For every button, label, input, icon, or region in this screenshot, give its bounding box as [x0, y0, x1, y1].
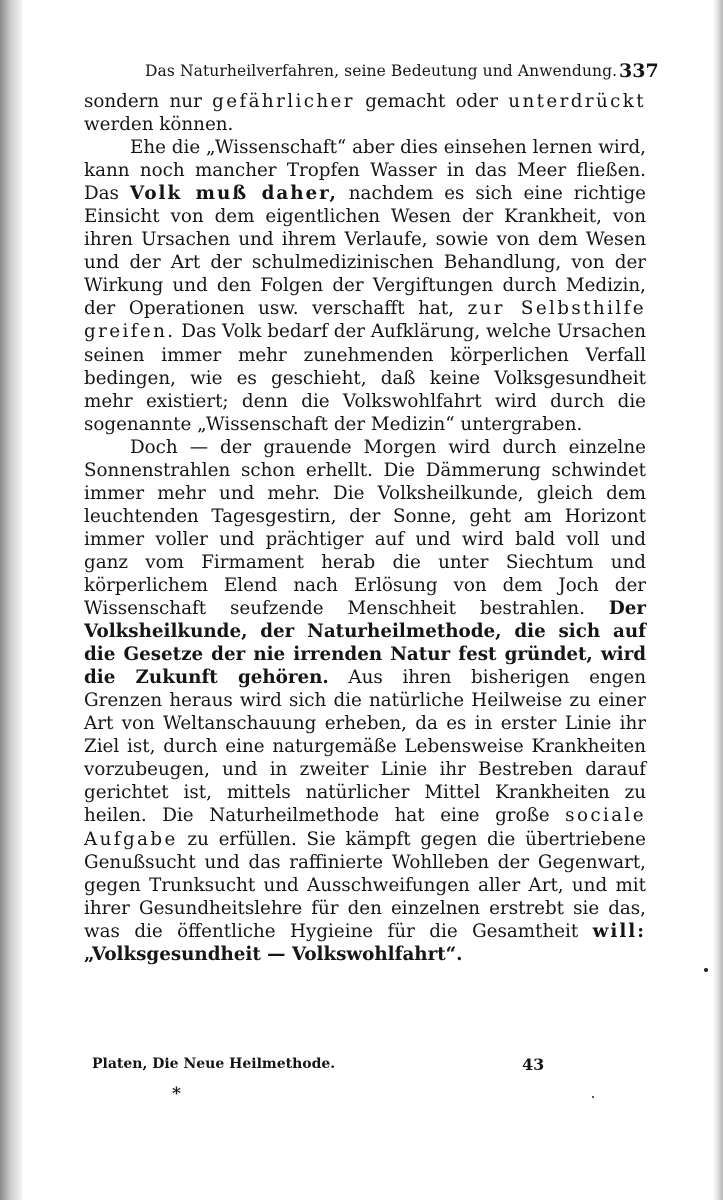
footer-signature: Platen, Die Neue Heilmethode. [92, 1056, 336, 1072]
paragraph-3 [84, 436, 646, 966]
running-header: Das Naturheilverfahren, seine Bedeutung und Anwendung. [145, 62, 618, 80]
text-segment: gemacht oder [354, 91, 509, 112]
emphasis-spaced: zur Selbsthilfe greifen. [84, 298, 646, 343]
footer-sheet-number: 43 [522, 1055, 545, 1074]
page-number: 337 [619, 60, 659, 82]
text-segment: zu erfüllen. Sie kämpft gegen die übertriebene Genußsucht und das raffinierte Wohlleben der Gegenwart, gegen Trunksucht und Ausschweifungen aller Art, und mit ihrer Gesundheitslehre für den einzelnen erstrebt sie das, was die öffentliche Hygieine für die Gesamtheit [84, 828, 646, 942]
emphasis-bold: „Volksgesundheit — Volkswohlfahrt“. [84, 943, 463, 965]
text-segment: Ehe die „Wissenschaft“ aber dies einsehen lernen wird, kann noch mancher Tropfen Wasser in das Meer fließen. Das [84, 137, 646, 205]
text-segment: nachdem es sich eine richtige Einsicht von dem eigentlichen Wesen der Krankheit, von ihren Ursachen und ihrem Verlaufe, sowie von dem Wesen und der Art der schulmedizinischen Behandlung, von der Wirkung und den Folgen der Vergiftungen durch Medizin, der Operationen usw. verschafft hat, [84, 183, 646, 320]
scan-speck [704, 968, 708, 972]
emphasis-spaced: gefährlicher [212, 91, 355, 112]
body-text [84, 90, 646, 966]
emphasis-spaced-bold: will: [592, 920, 646, 942]
text-segment: Aus ihren bisherigen engen Grenzen heraus wird sich die natürliche Heilweise zu einer Art von Weltanschauung erheben, da es in erster Linie ihr Ziel ist, durch eine naturgemäße Lebensweise Krankheiten vorzubeugen, und in zweiter Linie ihr Bestreben darauf gerichtet ist, mittels natürlicher Mittel Krankheiten zu heilen. Die Naturheilmethode hat eine große [84, 667, 646, 827]
emphasis-spaced: unterdrückt [508, 91, 646, 112]
paragraph-1 [84, 90, 646, 136]
emphasis-spaced: sociale Aufgabe [84, 805, 646, 850]
paragraph-2 [84, 136, 646, 436]
scan-shadow-left [0, 0, 22, 1200]
scan-shadow-right [713, 0, 723, 1200]
scan-speck [592, 1096, 594, 1098]
text-segment: sondern nur [84, 91, 213, 112]
text-segment: Doch — der grauende Morgen wird durch einzelne Sonnenstrahlen schon erhellt. Die Dämmerung schwindet immer mehr und mehr. Die Volksheilkunde, gleich dem leuchtenden Tagesgestirn, der Sonne, geht am Horizont immer voller und prächtiger auf und wird bald voll und ganz vom Firmament herab die unter Siechtum und körperlichem Elend nach Erlösung von dem Joch der Wissenschaft seufzende Menschheit bestrahlen. [84, 436, 646, 620]
footer-mark: * [172, 1084, 181, 1104]
text-segment: werden können. [84, 114, 234, 136]
emphasis-bold: Der Volksheilkunde, der Naturheilmethode, die sich auf die Gesetze der nie irrenden Natur fest gründet, wird die Zukunft gehören. [84, 598, 646, 689]
emphasis-spaced-bold: Volk muß daher, [129, 183, 338, 205]
text-segment: Das Volk bedarf der Aufklärung, welche Ursachen seinen immer mehr zunehmenden körperlichen Verfall bedingen, wie es geschieht, daß keine Volksgesundheit mehr existiert; denn die Volkswohlfahrt wird durch die sogenannte „Wissenschaft der Medizin“ untergraben. [84, 321, 646, 435]
